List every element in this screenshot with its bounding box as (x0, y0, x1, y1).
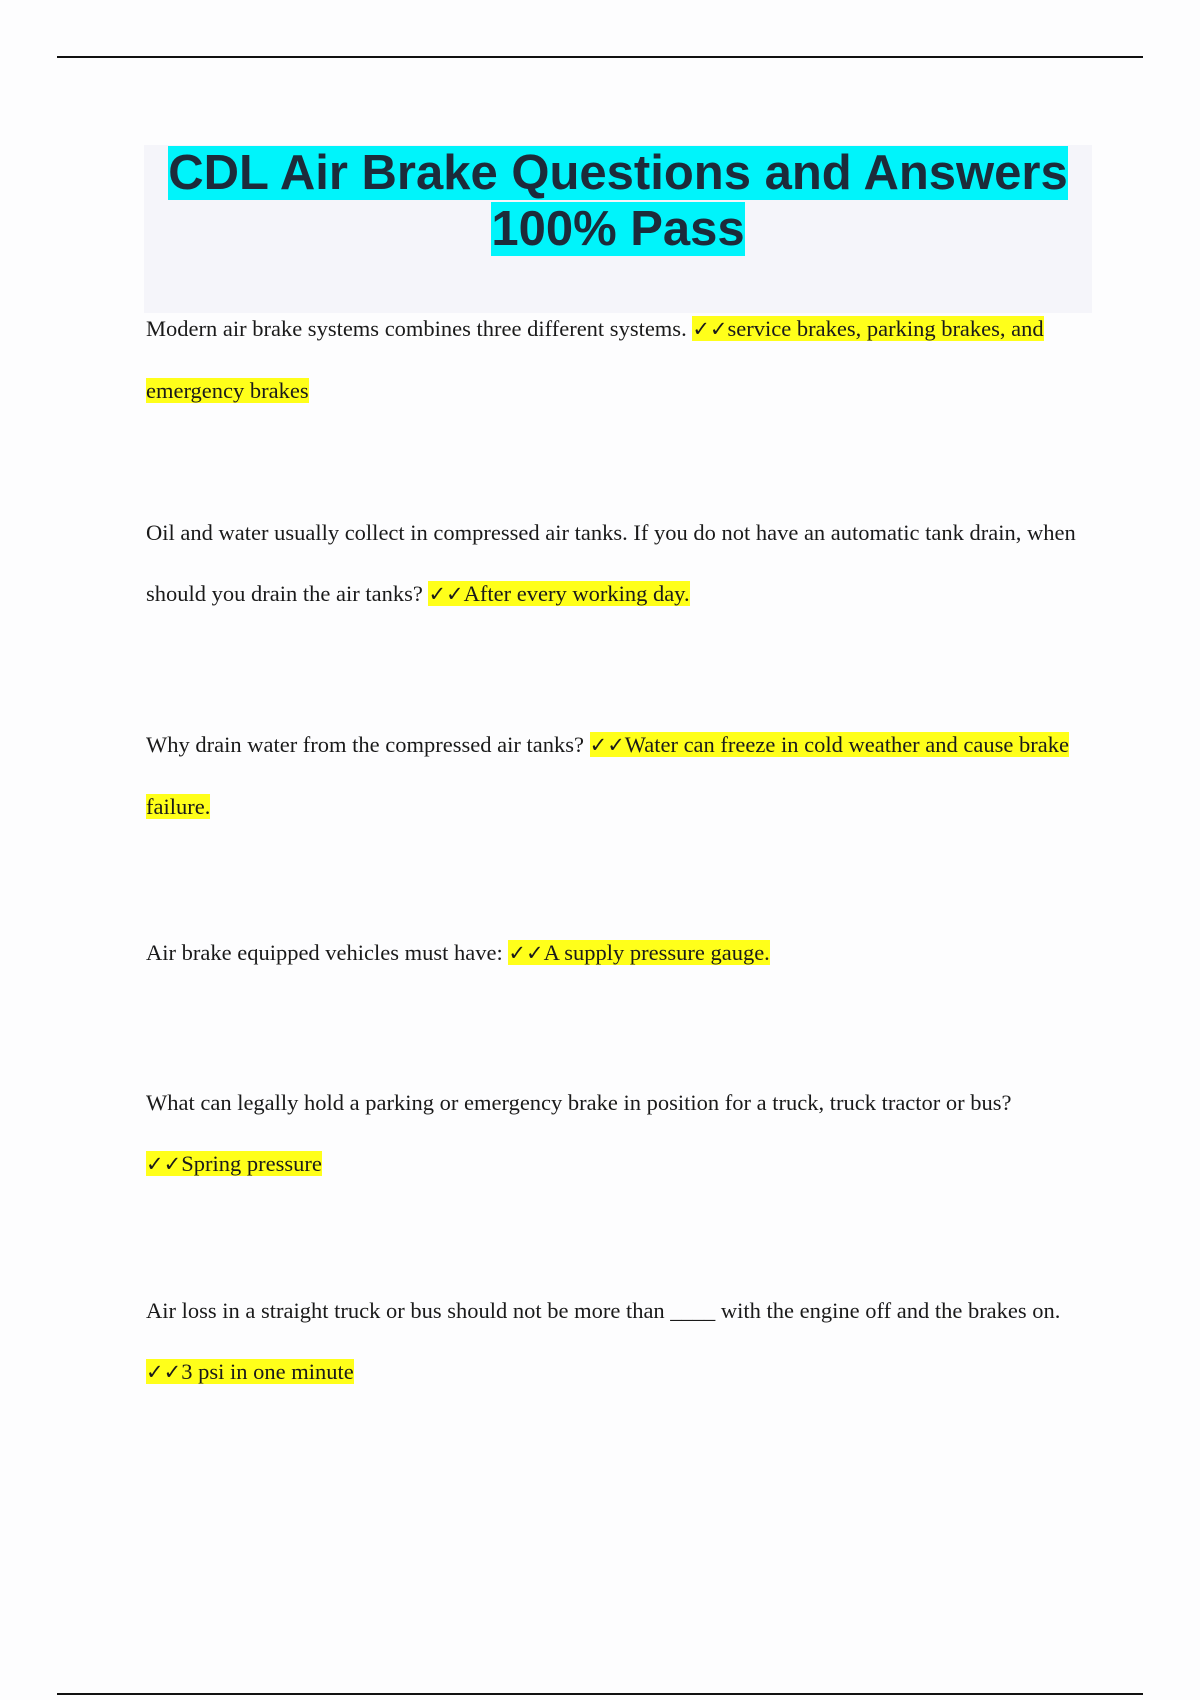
question-text: Why drain water from the compressed air tanks? (146, 732, 584, 757)
double-check-icon: ✓✓ (508, 941, 544, 965)
question-text: Air brake equipped vehicles must have: (146, 940, 503, 965)
qa-item-2 (146, 502, 1092, 625)
qa-item-1 (146, 298, 1092, 421)
answer-text: service brakes, parking brakes, and emergency brakes (146, 316, 1044, 403)
answer-text: Spring pressure (181, 1151, 322, 1176)
answer-highlight (508, 940, 769, 965)
answer-text: Water can freeze in cold weather and cause brake failure. (146, 732, 1069, 819)
question-text: Air loss in a straight truck or bus should not be more than ____ with the engine off and the brakes on. (146, 1298, 1061, 1323)
answer-highlight (146, 1359, 354, 1384)
double-check-icon: ✓✓ (146, 1360, 182, 1384)
answer-text: A supply pressure gauge. (543, 940, 770, 965)
answer-text: After every working day. (463, 581, 690, 606)
qa-item-4 (146, 922, 1092, 984)
double-check-icon: ✓✓ (428, 582, 464, 606)
question-text: Modern air brake systems combines three different systems. (146, 316, 687, 341)
double-check-icon: ✓✓ (692, 317, 728, 341)
double-check-icon: ✓✓ (589, 733, 625, 757)
qa-item-6 (146, 1280, 1092, 1403)
footer-rule (57, 1693, 1143, 1695)
question-text: What can legally hold a parking or emergency brake in position for a truck, truck tractor or bus? (146, 1090, 1012, 1115)
double-check-icon: ✓✓ (146, 1152, 182, 1176)
answer-highlight (428, 581, 689, 606)
question-text: Oil and water usually collect in compressed air tanks. If you do not have an automatic tank drain, when should you drain the air tanks? (146, 520, 1076, 606)
qa-item-3 (146, 714, 1092, 837)
title-text: CDL Air Brake Questions and Answers 100% Pass (168, 146, 1068, 256)
document-title (144, 145, 1092, 257)
header-rule (57, 56, 1143, 58)
answer-highlight (146, 1151, 322, 1176)
answer-text: 3 psi in one minute (181, 1359, 354, 1384)
qa-item-5 (146, 1072, 1092, 1195)
